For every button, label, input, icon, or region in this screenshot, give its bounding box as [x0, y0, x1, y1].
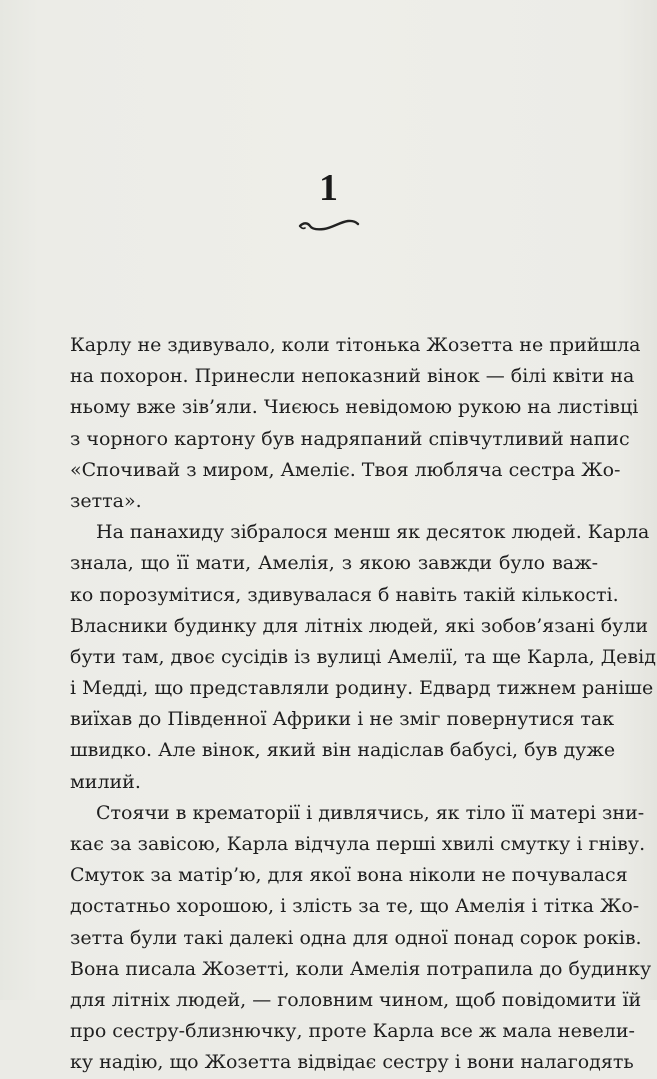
- chapter-number: 1: [319, 167, 338, 209]
- text-line: милий.: [70, 770, 141, 793]
- paragraph-3: [70, 798, 652, 1079]
- text-line: на похорон. Принесли непоказний вінок — білі квіти на: [70, 365, 635, 388]
- text-line: з чорного картону був надряпаний співчутливий напис: [70, 427, 630, 450]
- text-line: ньому вже зів’яли. Чиєюсь невідомою рукою на листівці: [70, 396, 639, 419]
- flourish-divider-icon: [298, 213, 360, 235]
- text-line: швидко. Але вінок, який він надіслав бабусі, був дуже: [70, 739, 616, 762]
- text-line: бути там, двоє сусідів із вулиці Амелії, та ще Карла, Девід: [70, 645, 656, 668]
- text-line: Власники будинку для літніх людей, які зобов’язані були: [70, 614, 649, 637]
- text-line: виїхав до Південної Африки і не зміг повернутися так: [70, 708, 615, 731]
- paragraph-2: [70, 517, 656, 798]
- text-line: зетта».: [70, 489, 142, 512]
- text-line: достатньо хорошою, і злість за те, що Амелія і тітка Жо-: [70, 895, 640, 918]
- text-line: про сестру-близнючку, проте Карла все ж мала невели-: [70, 1020, 635, 1043]
- text-line: На панахиду зібралося менш як десяток людей. Карла: [96, 521, 650, 544]
- text-line: зетта були такі далекі одна для одної понад сорок років.: [70, 926, 642, 949]
- text-line: Карлу не здивувало, коли тітонька Жозетта не прийшла: [70, 334, 641, 356]
- text-line: Смуток за матір’ю, для якої вона ніколи не почувалася: [70, 864, 628, 887]
- text-line: ко порозумітися, здивувалася б навіть такій кількості.: [70, 583, 619, 606]
- text-line: для літніх людей, — головним чином, щоб повідомити їй: [70, 988, 642, 1011]
- chapter-body: [70, 330, 656, 1079]
- text-line: «Спочивай з миром, Амеліє. Твоя любляча сестра Жо-: [70, 458, 621, 481]
- text-line: Стоячи в крематорії і дивлячись, як тіло її матері зни-: [96, 801, 645, 824]
- text-line: Вона писала Жозетті, коли Амелія потрапила до будинку: [70, 957, 652, 980]
- text-line: і Медді, що представляли родину. Едвард тижнем раніше: [70, 677, 654, 700]
- text-line: кає за завісою, Карла відчула перші хвилі смутку і гніву.: [70, 833, 646, 855]
- text-line: ку надію, що Жозетта відвідає сестру і вони налагодять: [70, 1051, 634, 1074]
- text-line: знала, що її мати, Амелія, з якою завжди було важ-: [70, 552, 598, 575]
- paragraph-1: [70, 330, 641, 517]
